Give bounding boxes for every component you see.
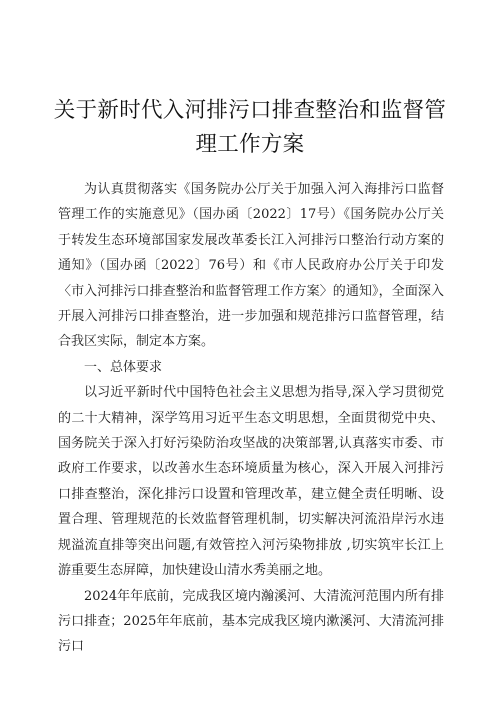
timeline-paragraph: 2024年年底前，完成我区境内瀚溪河、大清流河范围内所有排污口排查；2025年年底前，基本完成我区境内漱溪河、大清流河排污口: [58, 588, 444, 655]
section-heading-general-requirements: 一、总体要求: [84, 359, 163, 375]
intro-paragraph: 为认真贯彻落实《国务院办公厅关于加强入河入海排污口监督管理工作的实施意见》（国办函〔2022〕17号）《国务院办公厅关于转发生态环境部国家发展改革委长江入河排污口整治行动方案的通知》（国办函〔2022〕76号）和《市人民政府办公厅关于印发〈市入河排污口排查整治和监督管理工作方案〉的通知》，全面深入开展入河排污口排查整治，进一步加强和规范排污口监督管理，结合我区实际，制定本方案。: [58, 182, 444, 350]
document-title: 关于新时代入河排污口排查整治和监督管理工作方案: [53, 98, 447, 157]
document-body: [58, 177, 444, 660]
general-requirements-paragraph: 以习近平新时代中国特色社会主义思想为指导,深入学习贯彻党的二十大精神，深学笃用习近平生态文明思想，全面贯彻党中央、国务院关于深入打好污染防治攻坚战的决策部署,认真落实市委、市政府工作要求，以改善水生态环境质量为核心，深入开展入河排污口排查整治，深化排污口设置和管理改革，建立健全责任明晰、设置合理、管理规范的长效监督管理机制，切实解决河流沿岸污水违规溢流直排等突出问题,有效管控入河污染物排放 ,切实筑牢长江上游重要生态屏障，加快建设山清水秀美丽之地。: [58, 385, 444, 579]
